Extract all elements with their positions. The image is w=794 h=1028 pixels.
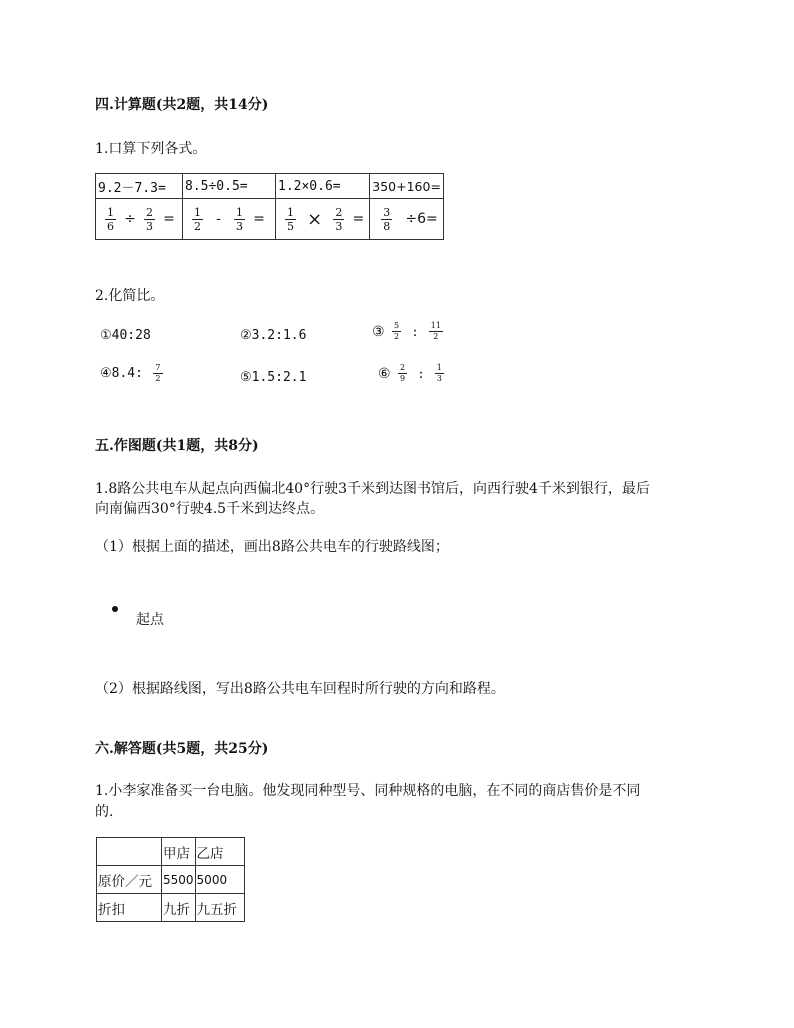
fraction: $\frac{7}{2}$ xyxy=(155,363,161,383)
ratio-item-5: ⑤1.5:2.1 xyxy=(240,370,307,385)
s6-q1-line2: 的. xyxy=(95,804,114,820)
ratio-item-2: ②3.2:1.6 xyxy=(240,328,307,343)
fraction: $\frac{1}{3}$ xyxy=(236,205,244,233)
table-cell xyxy=(97,838,162,866)
table-cell: 九五折 xyxy=(195,894,244,922)
s5-q1-line1: 1.8路公共电车从起点向西偏北40°行驶3千米到达图书馆后，向西行驶4千米到银行，最后 xyxy=(95,481,650,497)
table-cell: 5000 xyxy=(195,866,244,894)
table-cell: 甲店 xyxy=(162,838,196,866)
calc-cell: 8.5÷0.5= xyxy=(183,174,276,199)
ratio-item-6: ⑥ $\frac{2}{9}$ : $\frac{1}{3}$ xyxy=(378,363,442,383)
table-cell: 5500 xyxy=(162,866,196,894)
s5-q1-line2: 向南偏西30°行驶4.5千米到达终点。 xyxy=(95,501,325,517)
table-cell: 折扣 xyxy=(97,894,162,922)
section5-heading: 五.作图题(共1题，共8分) xyxy=(95,438,259,454)
ratio-item-3: ③ $\frac{5}{2}$ : $\frac{11}{2}$ xyxy=(372,321,441,341)
price-table xyxy=(96,837,245,922)
calc-cell: 350+160= xyxy=(370,174,444,199)
table-row xyxy=(97,838,245,866)
calc-cell: $\frac{1}{2}$ - $\frac{1}{3}$ = xyxy=(183,199,276,240)
table-cell: 原价／元 xyxy=(97,866,162,894)
table-cell: 乙店 xyxy=(195,838,244,866)
fraction: $\frac{11}{2}$ xyxy=(430,321,441,341)
fraction: $\frac{1}{2}$ xyxy=(194,205,201,233)
calc-cell: $\frac{3}{8}$ ÷6= xyxy=(370,199,444,240)
q2-title: 2.化简比。 xyxy=(95,288,165,304)
calc-cell: $\frac{1}{5}$ × $\frac{2}{3}$ = xyxy=(276,199,370,240)
ratio-item-4: ④8.4: $\frac{7}{2}$ xyxy=(100,363,161,383)
fraction: $\frac{1}{5}$ xyxy=(287,205,294,233)
fraction: $\frac{5}{2}$ xyxy=(394,321,400,341)
start-label: 起点 xyxy=(136,612,164,628)
calc-cell: 9.2－7.3= xyxy=(96,174,183,199)
fraction: $\frac{1}{3}$ xyxy=(436,363,442,383)
section6-heading: 六.解答题(共5题，共25分) xyxy=(95,741,269,757)
q1-title: 1.口算下列各式。 xyxy=(95,141,207,157)
fraction: $\frac{2}{3}$ xyxy=(335,205,343,233)
s6-q1-line1: 1.小李家准备买一台电脑。他发现同种型号、同种规格的电脑，在不同的商店售价是不同 xyxy=(95,783,641,799)
table-cell: 九折 xyxy=(162,894,196,922)
table-row xyxy=(97,894,245,922)
s5-part1: （1）根据上面的描述，画出8路公共电车的行驶路线图； xyxy=(95,539,449,555)
mental-calc-table xyxy=(95,173,444,240)
ratio-item-1: ①40:28 xyxy=(100,328,151,343)
fraction: $\frac{1}{6}$ xyxy=(107,205,114,233)
fraction: $\frac{3}{8}$ xyxy=(383,205,391,233)
calc-cell: $\frac{1}{6}$ ÷ $\frac{2}{3}$ = xyxy=(96,199,183,240)
start-point-dot xyxy=(112,606,118,612)
s5-part2: （2）根据路线图，写出8路公共电车回程时所行驶的方向和路程。 xyxy=(95,681,505,697)
calc-cell: 1.2×0.6= xyxy=(276,174,370,199)
table-row xyxy=(97,866,245,894)
fraction: $\frac{2}{3}$ xyxy=(146,205,154,233)
fraction: $\frac{2}{9}$ xyxy=(400,363,406,383)
section4-heading: 四.计算题(共2题，共14分) xyxy=(95,97,269,113)
